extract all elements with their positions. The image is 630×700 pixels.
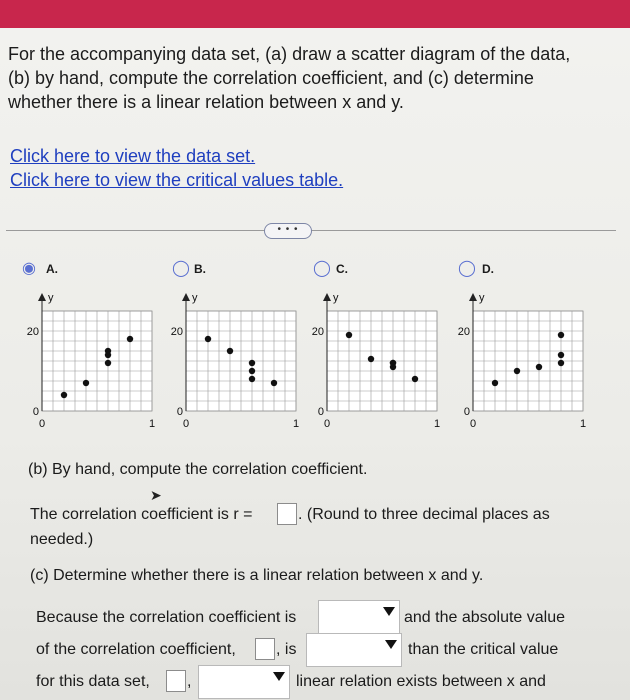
critical-value-input[interactable] xyxy=(166,670,186,692)
chevron-down-icon xyxy=(383,607,395,616)
part-c-line1-b: and the absolute value xyxy=(404,609,566,626)
correlation-coefficient-input[interactable] xyxy=(277,503,297,525)
choice-c-radio[interactable]: ◯ xyxy=(313,260,331,277)
data-point xyxy=(346,332,352,338)
y-tick-label: 20 xyxy=(457,326,470,338)
y-axis-label: y xyxy=(48,292,54,304)
data-point xyxy=(205,336,211,342)
part-c-line3-c: linear relation exists between x and xyxy=(296,673,546,690)
scatter-plot-b[interactable] xyxy=(166,285,306,435)
scatter-plot-d[interactable] xyxy=(453,285,593,435)
top-banner xyxy=(0,0,630,28)
chevron-down-icon xyxy=(385,640,397,649)
y-tick-label: 0 xyxy=(176,406,183,418)
question-line-2: (b) by hand, compute the correlation coefficient, and (c) determine xyxy=(8,68,534,88)
data-point xyxy=(390,360,396,366)
view-critical-values-link[interactable]: Click here to view the critical values table. xyxy=(10,170,344,190)
y-tick-label: 0 xyxy=(32,406,39,418)
scatter-plot-b-svg xyxy=(166,285,306,435)
scatter-plot-c[interactable] xyxy=(307,285,447,435)
scatter-plot-d-svg xyxy=(453,285,593,435)
x-tick-label: 1 xyxy=(292,418,300,430)
x-tick-label: 0 xyxy=(182,418,190,430)
data-point xyxy=(492,380,498,386)
mouse-cursor: ➤ xyxy=(150,487,162,503)
part-b-suffix: . (Round to three decimal places as xyxy=(298,506,550,523)
choice-b-label: B. xyxy=(194,262,206,276)
x-tick-label: 1 xyxy=(579,418,587,430)
data-point xyxy=(558,352,564,358)
question-line-1: For the accompanying data set, (a) draw a scatter diagram of the data, xyxy=(8,44,571,64)
y-axis-label: y xyxy=(192,292,198,304)
x-tick-label: 0 xyxy=(38,418,46,430)
y-axis-arrow xyxy=(469,293,477,301)
part-b-suffix-2: needed.) xyxy=(30,531,94,548)
correlation-sign-dropdown[interactable] xyxy=(318,600,400,634)
linear-relation-dropdown[interactable] xyxy=(198,665,290,699)
choice-b-radio[interactable]: ◯ xyxy=(172,260,190,277)
part-c-line3-a: for this data set, xyxy=(36,673,150,690)
chevron-down-icon xyxy=(273,672,285,681)
question-line-3: whether there is a linear relation between x and y. xyxy=(8,92,404,112)
y-axis-label: y xyxy=(333,292,339,304)
data-point xyxy=(271,380,277,386)
y-tick-label: 0 xyxy=(317,406,324,418)
y-axis-label: y xyxy=(479,292,485,304)
data-point xyxy=(83,380,89,386)
abs-correlation-input[interactable] xyxy=(255,638,275,660)
part-c-line2-c: than the critical value xyxy=(408,641,559,658)
data-point xyxy=(227,348,233,354)
y-axis-arrow xyxy=(323,293,331,301)
part-c-title: (c) Determine whether there is a linear relation between x and y. xyxy=(30,567,484,584)
comparison-dropdown[interactable] xyxy=(306,633,402,667)
part-b-title: (b) By hand, compute the correlation coefficient. xyxy=(28,461,368,478)
data-point xyxy=(249,376,255,382)
part-c-line1-a: Because the correlation coefficient is xyxy=(36,609,297,626)
more-options-button[interactable]: • • • xyxy=(264,223,312,239)
view-data-set-link[interactable]: Click here to view the data set. xyxy=(10,146,256,166)
data-point xyxy=(105,348,111,354)
part-c-line2-b: , is xyxy=(276,641,297,658)
scatter-plot-a-svg xyxy=(22,285,162,435)
data-point xyxy=(61,392,67,398)
data-point xyxy=(249,368,255,374)
x-tick-label: 1 xyxy=(148,418,156,430)
x-tick-label: 0 xyxy=(469,418,477,430)
data-point xyxy=(368,356,374,362)
x-tick-label: 0 xyxy=(323,418,331,430)
y-axis-arrow xyxy=(182,293,190,301)
part-b-prefix: The correlation coefficient is r = xyxy=(30,506,253,523)
data-point xyxy=(558,360,564,366)
y-tick-label: 20 xyxy=(170,326,183,338)
question-text xyxy=(8,42,618,114)
part-c-line3-b: , xyxy=(187,673,192,690)
data-point xyxy=(536,364,542,370)
choice-c-label: C. xyxy=(336,262,348,276)
part-c-line2-a: of the correlation coefficient, xyxy=(36,641,236,658)
x-tick-label: 1 xyxy=(433,418,441,430)
data-point xyxy=(105,360,111,366)
y-tick-label: 20 xyxy=(311,326,324,338)
y-tick-label: 0 xyxy=(463,406,470,418)
scatter-plot-a[interactable] xyxy=(22,285,162,435)
data-point xyxy=(127,336,133,342)
data-point xyxy=(558,332,564,338)
choice-d-label: D. xyxy=(482,262,494,276)
data-point xyxy=(249,360,255,366)
choice-a-radio[interactable]: ◉ xyxy=(22,260,36,277)
data-point xyxy=(412,376,418,382)
y-tick-label: 20 xyxy=(26,326,39,338)
choice-a-label: A. xyxy=(46,262,58,276)
data-point xyxy=(514,368,520,374)
choice-d-radio[interactable]: ◯ xyxy=(458,260,476,277)
scatter-plot-c-svg xyxy=(307,285,447,435)
y-axis-arrow xyxy=(38,293,46,301)
